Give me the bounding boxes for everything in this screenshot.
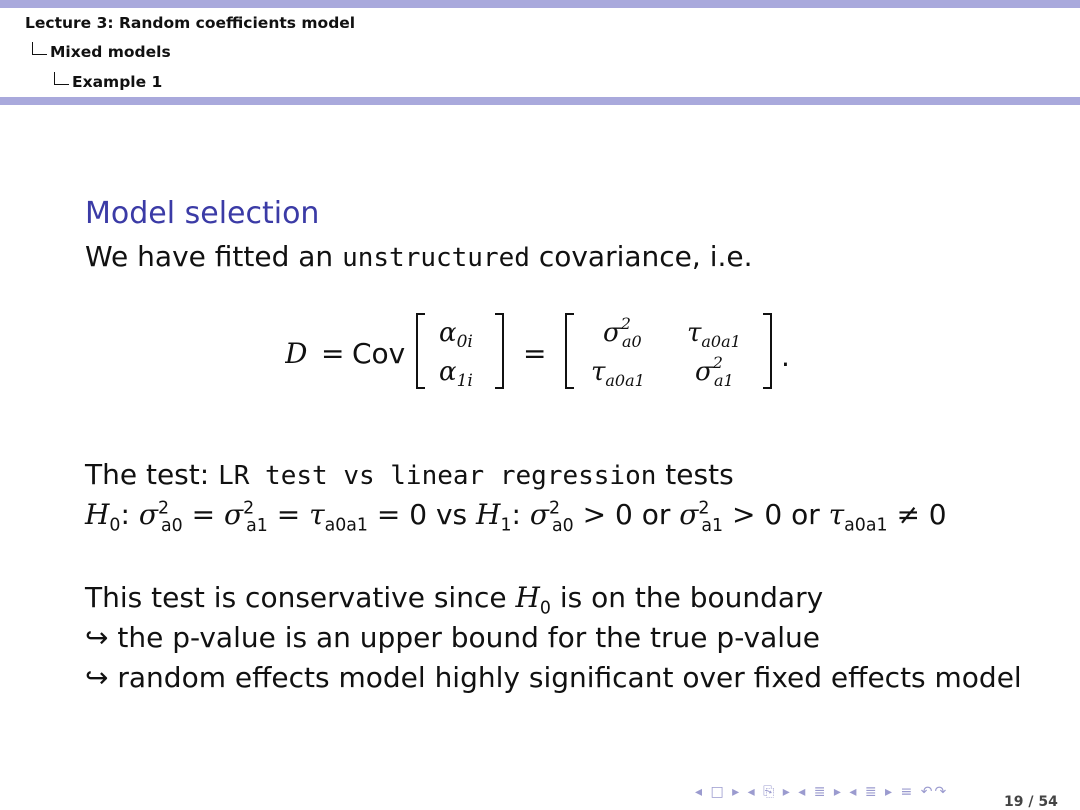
arrow-point-2 <box>85 661 1022 694</box>
hook-arrow-icon: ↪ <box>85 661 109 694</box>
nav-toc-icon[interactable]: ≡ <box>900 784 915 800</box>
tree-corner-icon <box>54 72 69 85</box>
arrow-text-2: random effects model highly significant over fixed effects model <box>117 661 1022 694</box>
nav-section-forward-icon[interactable]: ◂ ≣ ▸ <box>849 784 895 800</box>
conservative-suffix: is on the boundary <box>550 581 824 614</box>
breadcrumb-subsection[interactable] <box>54 72 162 91</box>
nav-subsection-icon[interactable]: ◂ ⎘ ▸ <box>747 784 792 800</box>
hypothesis-vs: vs <box>427 498 477 531</box>
header-top-bar <box>0 0 1080 8</box>
svg-text:.: . <box>781 340 790 373</box>
hypothesis-or-1: or <box>632 498 680 531</box>
svg-text:α0i: $\alpha_{0i}$ <box>439 318 473 352</box>
hypothesis-or-2: or <box>782 498 829 531</box>
svg-text:D: D <box>285 337 308 370</box>
breadcrumb-subsection-label: Example 1 <box>72 73 163 91</box>
conservative-prefix: This test is conservative since <box>85 581 516 614</box>
nav-section-back-icon[interactable]: ◂ ≣ ▸ <box>798 784 843 800</box>
slide-title: Model selection <box>85 196 320 231</box>
hypotheses-line: $H_0$: $\sigma^2_{a0} = \sigma^2_{a1} = \tau_{a0a1} = 0$ vs $H_1$: $\sigma^2_{a0} > 0$ or $\sigma^2_{a1} > 0$ or $\tau_{a0a1} \ne 0$ <box>85 498 947 536</box>
page-number: 19 / 54 <box>1004 794 1058 810</box>
arrow-text-1: the p-value is an upper bound for the true p-value <box>117 621 821 654</box>
svg-text:α1i: $\alpha_{1i}$ <box>439 357 473 391</box>
intro-prefix: We have fitted an <box>85 240 343 273</box>
svg-text:=: = <box>321 337 345 370</box>
breadcrumb-section-label: Mixed models <box>50 43 171 61</box>
tree-corner-icon <box>32 42 47 55</box>
svg-text:σ2a1: $\sigma^2$ a1 <box>695 353 734 390</box>
svg-text:τa0a1: $\tau_{a0a1}$ <box>591 357 645 390</box>
intro-suffix: covariance, i.e. <box>529 240 753 273</box>
header-bottom-bar <box>0 97 1080 105</box>
test-prefix: The test: <box>85 458 219 491</box>
svg-text:τa0a1: $\tau_{a0a1}$ <box>687 318 741 351</box>
nav-frame-back-icon[interactable]: ◂ □ ▸ <box>695 784 742 800</box>
hook-arrow-icon: ↪ <box>85 621 109 654</box>
breadcrumb-section[interactable] <box>32 42 171 61</box>
conservative-note: This test is conservative since $H_0$ is on the boundary <box>85 581 824 619</box>
svg-text:σ2a0: $\sigma^2$ a0 <box>603 314 642 351</box>
beamer-navigation <box>695 784 948 800</box>
intro-text <box>85 240 753 273</box>
svg-text:=: = <box>523 337 547 370</box>
covariance-equation <box>285 306 905 396</box>
test-description <box>85 458 734 491</box>
nav-search-icon[interactable]: ↶↷ <box>920 784 949 800</box>
breadcrumb-lecture[interactable]: Lecture 3: Random coefficients model <box>25 14 356 32</box>
intro-code: unstructured <box>342 243 530 273</box>
test-code: LR test vs linear regression <box>218 461 657 491</box>
test-suffix: tests <box>656 458 734 491</box>
arrow-point-1 <box>85 621 820 654</box>
svg-text:Cov: Cov <box>352 337 406 370</box>
